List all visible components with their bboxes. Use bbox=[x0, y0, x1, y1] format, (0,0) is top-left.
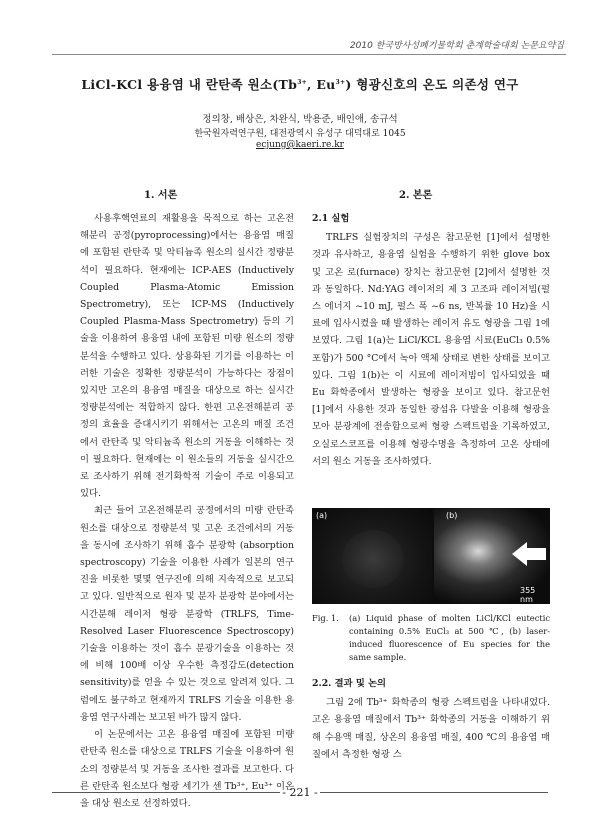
subsection-1-title: 2.1 실험 bbox=[312, 213, 350, 224]
caption-text: (a) Liquid phase of molten LiCl/KCl eutectic containing 0.5% EuCl₃ at 500 ℃, (b) laser-induced fluorescence of Eu species for the same sample. bbox=[349, 613, 550, 662]
title-part-3: ) 형광신호의 온도 의존성 연구 bbox=[345, 77, 519, 92]
paper-title bbox=[0, 75, 600, 93]
subsection-2-title: 2.2. 결과 및 논의 bbox=[312, 678, 387, 689]
email bbox=[0, 140, 600, 150]
subsection-1-text: TRLFS 실험장치의 구성은 참고문헌 [1]에서 설명한 것과 유사하고, 용융염 실험을 수행하기 위한 glove box 및 고온 로(furnace) 장치는 참고문헌 [2]에서 설명한 것과 동일하다. Nd:YAG 레이저의 제 3 고조파 레이저빔(펄스 에너지 ~10 mJ, 펄스 폭 ~6 ns, 반복률 10 Hz)을 시료에 입사시켰을 때 발생하는 레이저 유도 형광을 그림 1에 보였다. 그림 1(a)는 LiCl/KCL 용융염 시료(EuCl₃ 0.5% 포함)가 500 °C에서 녹아 액체 상태로 변한 상태를 보이고 있다. 그림 1(b)는 이 시료에 레이저빔이 입사되었을 때 Eu 화학종에서 발생하는 형광을 보이고 있다. 참고문헌 [1]에서 사용한 것과 동일한 광섬유 다발을 이용해 형광을 모아 분광계에 전송함으로써 형광 스펙트럼을 기록하였고, 오실로스코프를 이용해 형광수명을 측정하여 고온 상태에서의 원소 거동을 조사하였다. bbox=[312, 232, 550, 467]
molten-salt-image bbox=[342, 530, 404, 588]
figure-label-a: (a) bbox=[316, 511, 328, 520]
figure-1 bbox=[312, 508, 550, 604]
section-intro-title: 1. 서론 bbox=[144, 190, 178, 201]
figure-panel-b bbox=[434, 508, 550, 604]
laser-arrow-shaft bbox=[526, 548, 546, 560]
figure-caption bbox=[312, 612, 550, 664]
subsection-2-text: 그림 2에 Tb³⁺ 화학종의 형광 스펙트럼을 나타내었다. 고온 용융염 매질에서 Tb³⁺ 화학종의 거동을 이해하기 위해 수용액 매질, 상온의 용융염 매질, 400 ℃의 용융염 매질에서 측정한 형광 스 bbox=[312, 697, 550, 760]
title-part-2: , Eu bbox=[307, 77, 336, 92]
title-part-1: LiCl-KCl 용융염 내 란탄족 원소(Tb bbox=[81, 77, 298, 92]
authors: 정의창, 배상은, 차완식, 박용준, 배인애, 송규석 bbox=[202, 114, 398, 125]
intro-paragraph-2: 최근 들어 고온전해분리 공정에서의 미량 란탄족 원소를 대상으로 정량분석 및 고온 조건에서의 거동을 동시에 조사하기 위해 흡수 분광학 (absorption spectroscopy) 기술을 이용한 사례가 일본의 연구진을 비롯한 몇몇 연구진에 의해 지속적으로 보고되고 있다. 일반적으로 원자 및 분자 분광학 분야에서는 시간분해 레이저 형광 분광학 (TRLFS, Time-Resolved Laser Fluorescence Spectroscopy) 기술을 이용하는 것이 흡수 분광기술을 이용하는 것에 비해 100배 이상 우수한 측정감도(detection sensitivity)를 얻을 수 있는 것으로 알려져 있다. 그럼에도 불구하고 현재까지 TRLFS 기술을 이용한 용융염 연구사례는 보고된 바가 많지 않다. bbox=[80, 505, 294, 723]
conference-header: 2010 한국방사성폐기물학회 춘계학술대회 논문요약집 bbox=[349, 41, 564, 51]
caption-label: Fig. 1. bbox=[312, 613, 339, 623]
figure-panel-a bbox=[312, 508, 432, 604]
section-main-title: 2. 본론 bbox=[399, 190, 433, 201]
laser-arrow-icon bbox=[512, 542, 527, 566]
wavelength-label: 355 nm bbox=[520, 586, 536, 604]
page-number: - 221 - bbox=[282, 786, 318, 799]
footer-rule-right bbox=[320, 792, 548, 793]
main-column-top bbox=[312, 210, 550, 470]
main-column-bottom bbox=[312, 675, 550, 763]
intro-paragraph-1: 사용후핵연료의 재활용을 목적으로 하는 고온전해분리 공정(pyroprocessing)에서는 용융염 매질에 포함된 란탄족 및 악티늄족 원소의 실시간 정량분석이 필요하다. 현재에는 ICP-AES (Inductively Coupled Plasma-Atomic Emission Spectrometry), 또는 ICP-MS (Inductively Coupled Plasma-Mass Spectrometry) 등의 기술을 이용하여 용융염 내에 포함된 미량 원소의 정량분석을 수행하고 있다. 상용화된 기기를 이용하는 이러한 기술은 정확한 정량분석이 가능하다는 장점이 있지만 고온의 용융염 매질을 대상으로 하는 실시간 정량분석에는 적합하지 않다. 한편 고온전해분리 공정의 효율을 증대시키기 위해서는 고온의 매질 조건에서 란탄족 및 악티늄족 원소의 거동을 이해하는 것이 필요하다. 현재에는 이 원소들의 거동을 실시간으로 조사하기 위해 전기화학적 기술이 주로 이용되고 있다. bbox=[80, 213, 294, 500]
figure-label-b: (b) bbox=[446, 511, 458, 520]
affiliation: 한국원자력연구원, 대전광역시 유성구 대덕대로 1045 bbox=[194, 129, 406, 139]
header-rule bbox=[52, 54, 566, 55]
intro-column bbox=[80, 210, 294, 812]
intro-paragraph-3: 이 논문에서는 고온 용융염 매질에 포함된 미량 란탄족 원소를 대상으로 TRLFS 기술을 이용하여 원소의 정량분석 및 거동을 조사한 결과를 보고한다. 다른 란탄족 원소보다 형광 세기가 센 Tb³⁺, Eu³⁺ 이온을 대상 원소로 선정하였다. bbox=[80, 729, 294, 809]
title-sup-2: 3+ bbox=[335, 78, 346, 86]
email-link[interactable]: ecjung@kaeri.re.kr bbox=[256, 140, 344, 150]
title-sup-1: 3+ bbox=[297, 78, 308, 86]
